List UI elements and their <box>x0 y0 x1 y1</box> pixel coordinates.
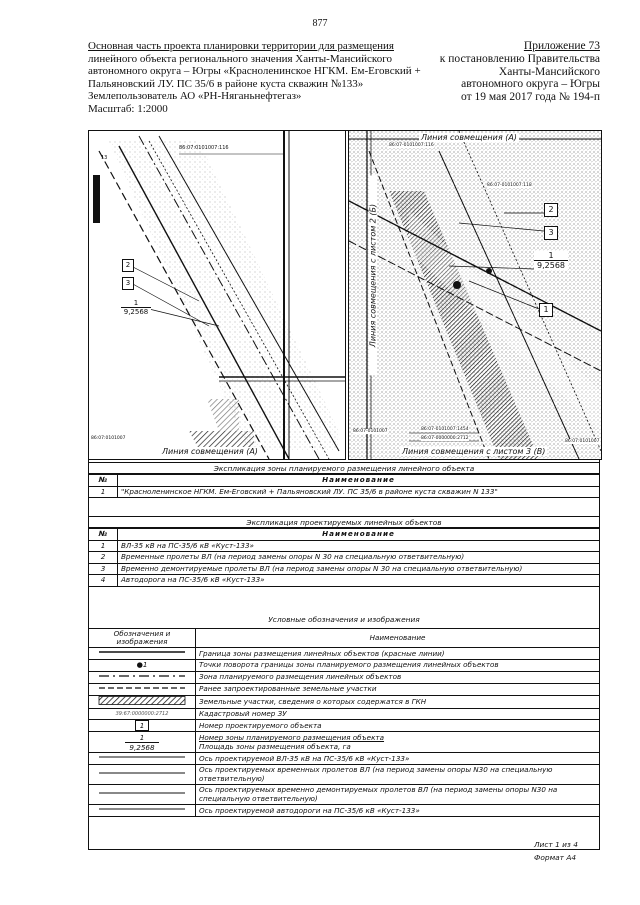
project-header-line: линейного объекта регионального значения Ханты-Мансийского <box>88 52 392 65</box>
table-row <box>89 575 600 587</box>
map-left-drawing <box>89 131 345 459</box>
legend-name: Точки поворота границы зоны планируемого размещения линейных объектов <box>196 660 600 672</box>
project-header-line: Пальяновский ЛУ. ПС 35/6 в районе куста скважин №133» <box>88 77 364 90</box>
row-number: 1 <box>89 486 118 498</box>
legend-name: Ось проектируемых временно демонтируемых пролетов ВЛ (на период замены опоры N30 на специальную ответвительную) <box>196 785 600 805</box>
land-user-line: Землепользователь АО «РН-Няганьнефтегаз» <box>88 90 302 103</box>
row-name: Автодорога на ПС-35/6 кВ «Куст-133» <box>118 575 600 587</box>
legend-symbol <box>89 648 196 660</box>
zone-number: 1 <box>534 251 568 261</box>
paper-format: Формат А4 <box>534 853 577 862</box>
zone-explication-title: Экспликация зоны планируемого размещения линейного объекта <box>88 462 600 474</box>
object-tag-3: 3 <box>544 226 558 240</box>
legend-symbol <box>89 805 196 817</box>
row-number: 4 <box>89 575 118 587</box>
caption-line-b: Линия совмещения с листом 2 (Б) <box>369 176 378 376</box>
legend-symbol: 39:67:0000000:2712 <box>89 708 196 720</box>
row-name: "Красноленинское НГКМ. Ем-Еговский + Пальяновский ЛУ. ПС 35/6 в районе куста скважин N 133" <box>118 486 600 498</box>
legend-symbol <box>89 785 196 805</box>
legend-row <box>89 648 600 660</box>
row-number: 3 <box>89 563 118 575</box>
legend-name: Ось проектируемой ВЛ-35 кВ на ПС-35/6 кВ «Куст-133» <box>196 753 600 765</box>
cadastral-label: 86:07-0101007:1454 <box>421 427 469 432</box>
legend-name: Ось проектируемой автодороги на ПС-35/6 кВ «Куст-133» <box>196 805 600 817</box>
row-name: Временные пролеты ВЛ (на период замены опоры N 30 на специальную ответвительную) <box>118 552 600 564</box>
page-number: 877 <box>312 18 328 29</box>
column-header: № <box>89 475 118 487</box>
legend-row <box>89 695 600 708</box>
cadastral-label: 86:07:0101007 <box>91 436 126 441</box>
appendix-header <box>430 40 600 104</box>
legend-name: Земельные участки, сведения о которых содержатся в ГКН <box>196 695 600 708</box>
zone-area: 9,2568 <box>123 308 149 316</box>
linear-explication-title: Экспликация проектируемых линейных объектов <box>88 516 600 528</box>
linear-explication-table <box>88 528 600 587</box>
object-tag-1: 1 <box>539 303 553 317</box>
legend-name-line: Номер зоны планируемого размещения объекта <box>199 733 385 742</box>
row-number: 2 <box>89 552 118 564</box>
appendix-line: Ханты-Мансийского <box>498 65 600 78</box>
object-tag-3: 3 <box>122 277 134 290</box>
cadastral-label: 86:07-0101007:118 <box>487 183 532 188</box>
caption-line-v: Линия совмещения с листом 3 (В) <box>402 447 546 456</box>
zone-fraction <box>121 299 151 316</box>
legend-name: Ось проектируемых временных пролетов ВЛ (на период замены опоры N30 на специальную ответвительную) <box>196 765 600 785</box>
cadastral-label: 86:07-0000000:2712 <box>421 436 469 441</box>
legend-symbol <box>89 720 196 732</box>
legend-name: Ранее запроектированные земельные участки <box>196 683 600 695</box>
appendix-date: от 19 мая 2017 года № 194-п <box>461 91 600 104</box>
appendix-number: Приложение 73 <box>523 40 600 52</box>
legend-row <box>89 785 600 805</box>
caption-line-a-left: Линия совмещения (А) <box>162 447 258 456</box>
legend-table <box>88 628 600 817</box>
legend-symbol <box>89 732 196 753</box>
cadastral-label: 86:07:0101007:116 <box>179 145 229 151</box>
legend-row <box>89 660 600 672</box>
object-tag-2: 2 <box>122 259 134 272</box>
zone-area: 9,2568 <box>537 261 565 270</box>
legend-symbol <box>89 753 196 765</box>
legend-symbol <box>89 671 196 683</box>
legend-row <box>89 805 600 817</box>
legend-symbol <box>89 765 196 785</box>
object-tag-sample: 1 <box>135 720 149 731</box>
row-number: 1 <box>89 540 118 552</box>
sheet-number: Лист 1 из 4 <box>534 840 578 849</box>
zone-area-sample: 9,2568 <box>129 742 155 752</box>
cadastral-label: 86:07-0101007 <box>353 429 388 434</box>
zone-explication-table <box>88 474 600 498</box>
cadastral-label: 86:07-0101007:116 <box>389 143 434 148</box>
appendix-line: к постановлению Правительства <box>439 52 600 65</box>
object-tag-2: 2 <box>544 203 558 217</box>
legend-row <box>89 753 600 765</box>
legend-symbol <box>89 695 196 708</box>
corner-number: 13 <box>101 155 108 161</box>
legend-symbol: ●1 <box>89 660 196 672</box>
column-header: № <box>89 529 118 541</box>
column-header: Обозначения и изображения <box>89 629 196 648</box>
legend-name: Номер проектируемого объекта <box>196 720 600 732</box>
legend-symbol <box>89 683 196 695</box>
legend-name: Кадастровый номер ЗУ <box>196 708 600 720</box>
zone-number: 1 <box>121 299 151 308</box>
row-name: ВЛ-35 кВ на ПС-35/6 кВ «Куст-133» <box>118 540 600 552</box>
scale-line: Масштаб: 1:2000 <box>88 102 168 115</box>
zone-fraction <box>534 251 568 270</box>
column-header: Наименование <box>118 529 600 541</box>
project-header-line: автономного округа – Югры «Красноленинское НГКМ. Ем-Еговский + <box>88 65 421 78</box>
legend-name-line: Площадь зоны размещения объекта, га <box>199 742 351 751</box>
table-row <box>89 540 600 552</box>
zone-number-sample: 1 <box>125 733 159 743</box>
table-header-row <box>89 629 600 648</box>
legend-title: Условные обозначения и изображения <box>268 615 420 624</box>
map-right <box>348 130 602 460</box>
legend-row <box>89 765 600 785</box>
cadastral-label: 86:07:0101007 <box>565 439 600 444</box>
column-header: Наименование <box>118 475 600 487</box>
legend-name: Граница зоны размещения линейных объектов (красные линии) <box>196 648 600 660</box>
map-left <box>88 130 346 460</box>
legend-name: Зона планируемого размещения линейных объектов <box>196 671 600 683</box>
table-row <box>89 486 600 498</box>
caption-line-a-right: Линия совмещения (А) <box>421 133 517 142</box>
column-header: Наименование <box>196 629 600 648</box>
project-header-line: Основная часть проекта планировки территории для размещения <box>88 40 394 52</box>
legend-row <box>89 732 600 753</box>
legend-row <box>89 671 600 683</box>
legend-row <box>89 683 600 695</box>
table-header-row <box>89 475 600 487</box>
appendix-line: автономного округа – Югры <box>461 78 600 91</box>
project-header <box>88 40 421 116</box>
table-row <box>89 552 600 564</box>
map-right-drawing <box>349 131 601 459</box>
table-header-row <box>89 529 600 541</box>
legend-row <box>89 720 600 732</box>
row-name: Временно демонтируемые пролеты ВЛ (на период замены опоры N 30 на специальную ответвительную) <box>118 563 600 575</box>
legend-row <box>89 708 600 720</box>
legend-name <box>196 732 600 753</box>
table-row <box>89 563 600 575</box>
